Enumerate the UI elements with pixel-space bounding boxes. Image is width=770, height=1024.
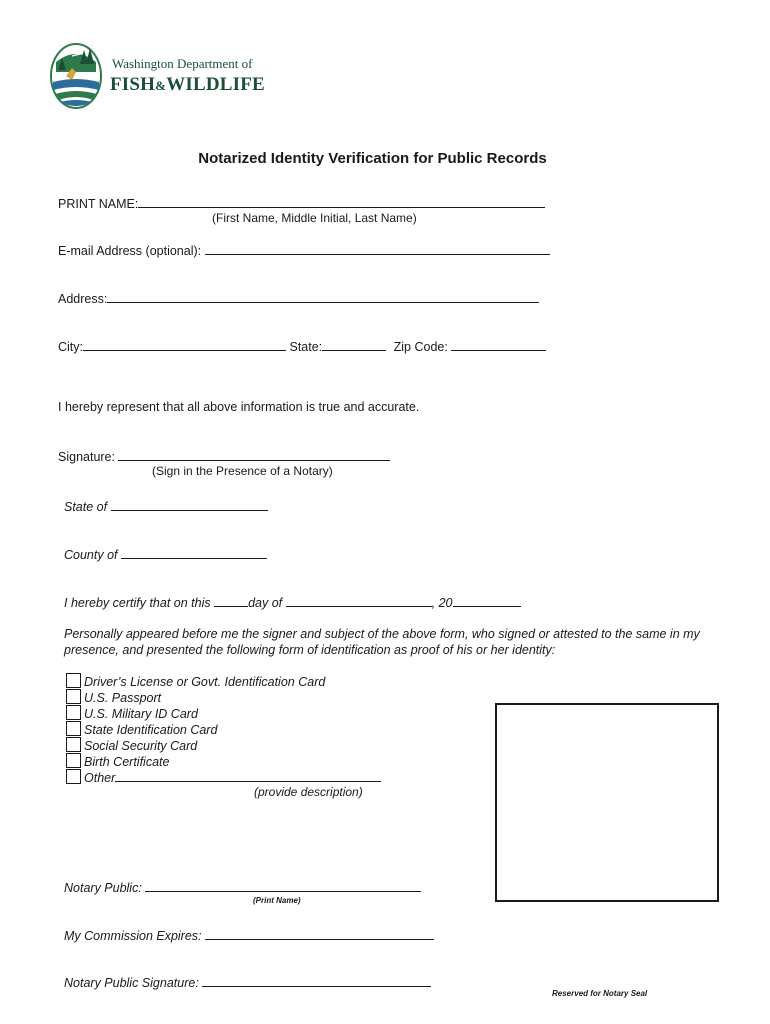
notary-public-row — [64, 879, 421, 895]
certify-text-a: I hereby certify that on this — [64, 596, 211, 610]
checkbox-birth-certificate[interactable] — [66, 753, 81, 768]
certify-day-field[interactable] — [214, 594, 248, 607]
state-label: State: — [289, 340, 323, 354]
certify-year-field[interactable] — [453, 594, 521, 607]
certify-text-c: , 20 — [431, 596, 453, 610]
id-option-label: Social Security Card — [84, 739, 198, 753]
other-description-field[interactable] — [115, 769, 381, 782]
appeared-statement: Personally appeared before me the signer and subject of the above form, who signed or attested to the same in my presence, and presented the following form of identification as proof of his or her identity: — [64, 627, 700, 657]
address-row — [58, 290, 539, 306]
id-option-drivers-license — [66, 673, 325, 689]
commission-expires-field[interactable] — [205, 927, 434, 940]
logo-word-wildlife: WILDLIFE — [166, 74, 265, 95]
logo-line-department: Washington Department of — [112, 56, 253, 71]
id-option-label: U.S. Passport — [84, 691, 162, 705]
notary-signature-label: Notary Public Signature: — [64, 976, 199, 990]
notary-signature-field[interactable] — [202, 974, 431, 987]
address-field[interactable] — [107, 290, 539, 303]
print-name-label: PRINT NAME: — [58, 197, 139, 211]
email-row — [58, 242, 550, 258]
checkbox-social-security[interactable] — [66, 737, 81, 752]
id-option-social-security — [66, 737, 197, 753]
logo-line-fish-wildlife — [110, 74, 265, 96]
notary-public-label: Notary Public: — [64, 881, 142, 895]
checkbox-other[interactable] — [66, 769, 81, 784]
id-option-military-id — [66, 705, 198, 721]
id-option-passport — [66, 689, 161, 705]
state-field[interactable] — [322, 338, 386, 351]
state-of-field[interactable] — [111, 498, 268, 511]
county-of-row — [64, 546, 267, 562]
id-option-label: Other — [84, 771, 116, 785]
checkbox-drivers-license[interactable] — [66, 673, 81, 688]
id-option-label: State Identification Card — [84, 723, 218, 737]
id-option-label: U.S. Military ID Card — [84, 707, 198, 721]
id-option-label: Driver’s License or Govt. Identification Card — [84, 675, 326, 689]
zip-label: Zip Code: — [393, 340, 448, 354]
certify-month-field[interactable] — [286, 594, 432, 607]
county-of-label: County of — [64, 548, 118, 562]
id-option-state-id — [66, 721, 217, 737]
id-option-birth-certificate — [66, 753, 169, 769]
notary-seal-label: Reserved for Notary Seal — [552, 989, 648, 998]
address-label: Address: — [58, 292, 108, 306]
signature-hint: (Sign in the Presence of a Notary) — [152, 464, 333, 478]
print-name-row — [58, 195, 545, 211]
signature-label: Signature: — [58, 450, 115, 464]
commission-row — [64, 927, 434, 943]
notary-public-name-field[interactable] — [145, 879, 421, 892]
zip-field[interactable] — [451, 338, 546, 351]
id-option-other — [66, 769, 381, 785]
fish-wildlife-emblem-icon — [50, 42, 106, 110]
signature-field[interactable] — [118, 448, 390, 461]
agency-logo — [50, 42, 280, 112]
city-label: City: — [58, 340, 83, 354]
checkbox-military-id[interactable] — [66, 705, 81, 720]
print-name-hint: (First Name, Middle Initial, Last Name) — [212, 211, 417, 225]
city-field[interactable] — [83, 338, 286, 351]
commission-label: My Commission Expires: — [64, 929, 202, 943]
form-title: Notarized Identity Verification for Public Records — [198, 150, 547, 167]
other-description-hint: (provide description) — [254, 785, 363, 799]
county-of-field[interactable] — [121, 546, 267, 559]
city-state-zip-row — [58, 338, 546, 354]
certify-text-b: day of — [248, 596, 283, 610]
notary-print-name-hint: (Print Name) — [253, 896, 301, 905]
checkbox-passport[interactable] — [66, 689, 81, 704]
certify-row — [64, 594, 521, 610]
state-of-label: State of — [64, 500, 108, 514]
logo-ampersand: & — [155, 78, 167, 93]
notary-seal-box — [495, 703, 719, 902]
logo-word-fish: FISH — [110, 74, 156, 95]
id-option-label: Birth Certificate — [84, 755, 170, 769]
signature-row — [58, 448, 390, 464]
checkbox-state-id[interactable] — [66, 721, 81, 736]
state-of-row — [64, 498, 268, 514]
email-label: E-mail Address (optional): — [58, 244, 202, 258]
email-field[interactable] — [205, 242, 550, 255]
notary-signature-row — [64, 974, 431, 990]
represent-statement: I hereby represent that all above information is true and accurate. — [58, 400, 420, 414]
print-name-field[interactable] — [138, 195, 545, 208]
